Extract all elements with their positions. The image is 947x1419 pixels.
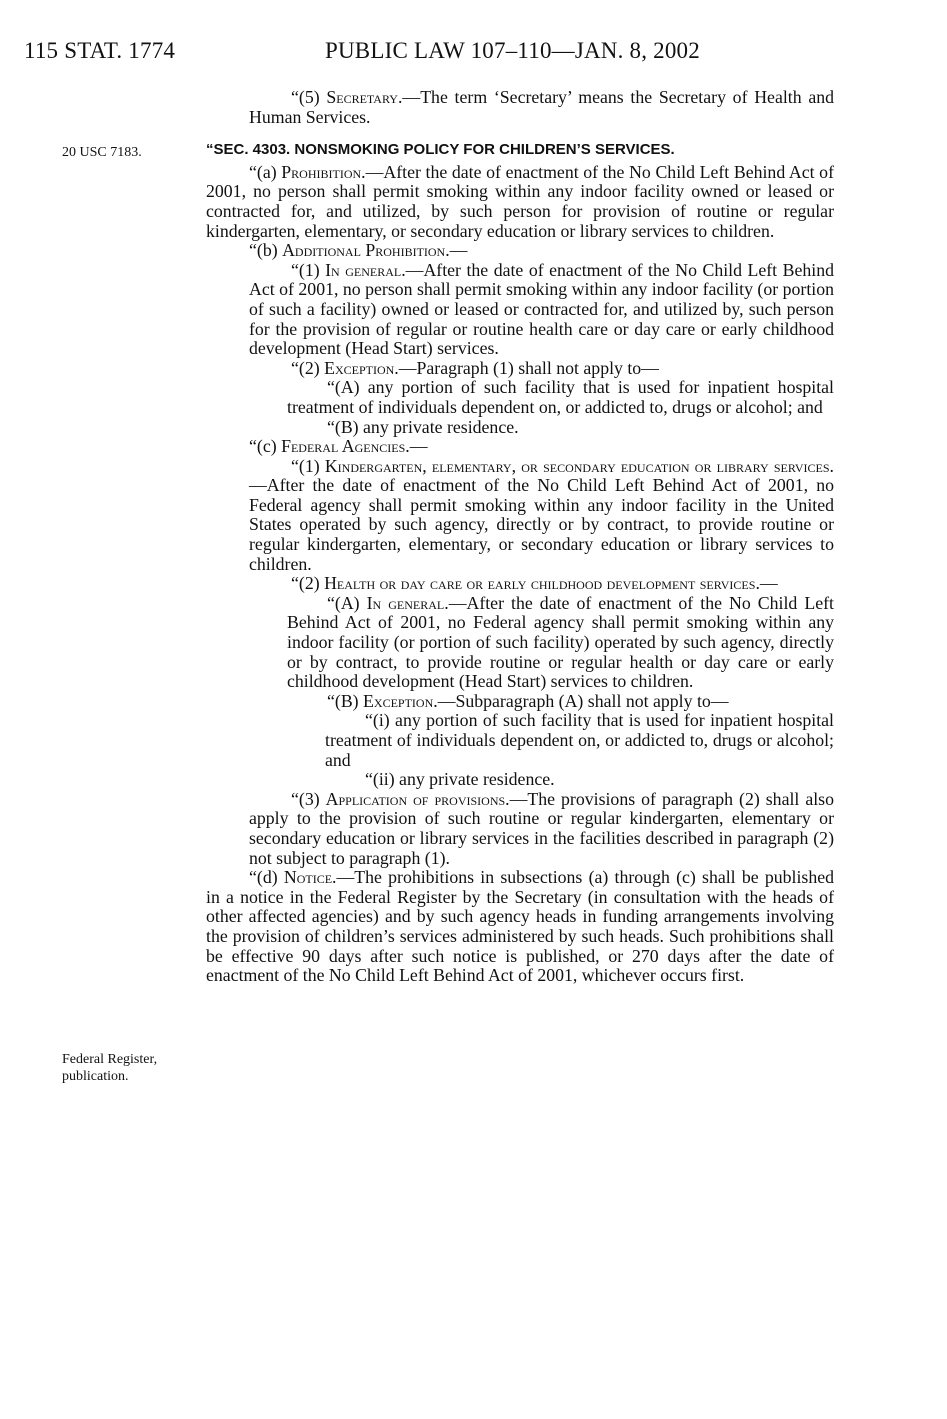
- label: “(c): [249, 436, 282, 457]
- paragraph-c2: [206, 574, 834, 594]
- heading: Federal Agencies: [281, 436, 406, 457]
- clause-c2Bi: “(i) any portion of such facility that is used for inpatient hospital treatment of individuals dependent on, or addicted to, drugs or alcohol; and: [325, 710, 834, 770]
- page-running-head: PUBLIC LAW 107–110—JAN. 8, 2002: [325, 38, 700, 63]
- subsection-a: [206, 163, 834, 241]
- subsection-b: [206, 241, 834, 261]
- heading: Prohibition: [281, 161, 362, 182]
- heading: Additional Prohibition: [282, 240, 446, 261]
- text: .—After the date of enactment of the No Child Left Behind Act of 2001, no person shall permit smoking within any indoor facility owned or leased or contracted for, and utilized, by such person for provision of routine or regular kindergarten, elementary, or secondary education or library services to children.: [206, 161, 834, 241]
- heading: Secretary: [326, 87, 398, 107]
- text: .—The term ‘Secretary’ means the Secretary of Health and Human Services.: [249, 87, 834, 127]
- text: .—: [405, 436, 428, 457]
- label: “(d): [249, 867, 284, 888]
- text: .—After the date of enactment of the No Child Left Behind Act of 2001, no Federal agency shall permit smoking within any indoor facility in the United States operated by such agency, directly or by contract, to provide routine or regular kindergarten, elementary, or secondary education or library services to children.: [249, 455, 834, 574]
- text: .—Subparagraph (A) shall not apply to—: [433, 690, 729, 711]
- text: .—Paragraph (1) shall not apply to—: [394, 357, 659, 378]
- subparagraph-c2A: [206, 594, 834, 692]
- heading: Exception: [324, 357, 395, 378]
- text: .—After the date of enactment of the No Child Left Behind Act of 2001, no Federal agency shall permit smoking within any indoor facility (or portion of such facility) operated by such agency, directly or by contract, to provide routine or regular health or day care or early childhood development (Head Start) services to children.: [287, 592, 834, 692]
- heading: Health or day care or early childhood development services: [324, 573, 756, 594]
- label: “(2): [291, 573, 325, 594]
- text: .—The prohibitions in subsections (a) through (c) shall be published in a notice in the Federal Register by the Secretary (in consultation with the heads of other affected agencies) and by such agency heads in funding arrangements involving the provision of children’s services administered by such heads. Such prohibitions shall be effective 90 days after such notice is published, or 270 days after the date of enactment of the No Child Left Behind Act of 2001, whichever occurs first.: [206, 867, 834, 986]
- subparagraph-b2A: “(A) any portion of such facility that is used for inpatient hospital treatment of individuals dependent on, or addicted to, drugs or alcohol; and: [287, 377, 834, 417]
- label: “(1): [291, 259, 326, 280]
- paragraph-c3: [206, 790, 834, 868]
- text: .—After the date of enactment of the No Child Left Behind Act of 2001, no person shall permit smoking within any indoor facility (or portion of such a facility) owned or leased or contracted for, and utilized by, such person for the provision of regular or routine health care or day care or early childhood development (Head Start) services.: [249, 259, 834, 359]
- label: “(A): [327, 592, 367, 613]
- paragraph-b1: [206, 261, 834, 359]
- text: .—: [755, 573, 778, 594]
- label: “(b): [249, 240, 283, 261]
- margin-note-usc: 20 USC 7183.: [62, 145, 142, 160]
- label: “(1): [291, 455, 325, 476]
- paragraph-c1: [206, 457, 834, 575]
- margin-note-federal-register: Federal Register, publication.: [62, 1052, 158, 1084]
- section-heading: “SEC. 4303. NONSMOKING POLICY FOR CHILDREN’S SERVICES.: [206, 141, 675, 159]
- subsection-c: [206, 437, 834, 457]
- heading: In general: [366, 592, 445, 613]
- label: “(a): [249, 161, 282, 182]
- label: “(2): [291, 357, 325, 378]
- text: .—The provisions of paragraph (2) shall also apply to the provision of such routine or regular kindergarten, elementary or secondary education or library services in the facilities described in paragraph (2) not subject to paragraph (1).: [249, 788, 834, 868]
- label: “(B): [327, 690, 364, 711]
- heading: Application of provisions: [325, 788, 506, 809]
- text: .—: [445, 240, 468, 261]
- document-body: [206, 88, 834, 986]
- label: “(5): [291, 87, 327, 107]
- paragraph-b2: [206, 359, 834, 379]
- subparagraph-c2B: [206, 692, 834, 712]
- heading: Kindergarten, elementary, or secondary education or library services: [324, 455, 830, 476]
- page-stat-number: 115 STAT. 1774: [24, 38, 176, 63]
- heading: In general: [325, 259, 402, 280]
- subparagraph-b2B: “(B) any private residence.: [327, 416, 519, 437]
- clause-c2Bii: “(ii) any private residence.: [365, 769, 555, 790]
- heading: Exception: [363, 690, 434, 711]
- paragraph-5-secretary: [206, 88, 834, 127]
- subsection-d: [206, 868, 834, 986]
- heading: Notice: [283, 867, 333, 888]
- label: “(3): [291, 788, 326, 809]
